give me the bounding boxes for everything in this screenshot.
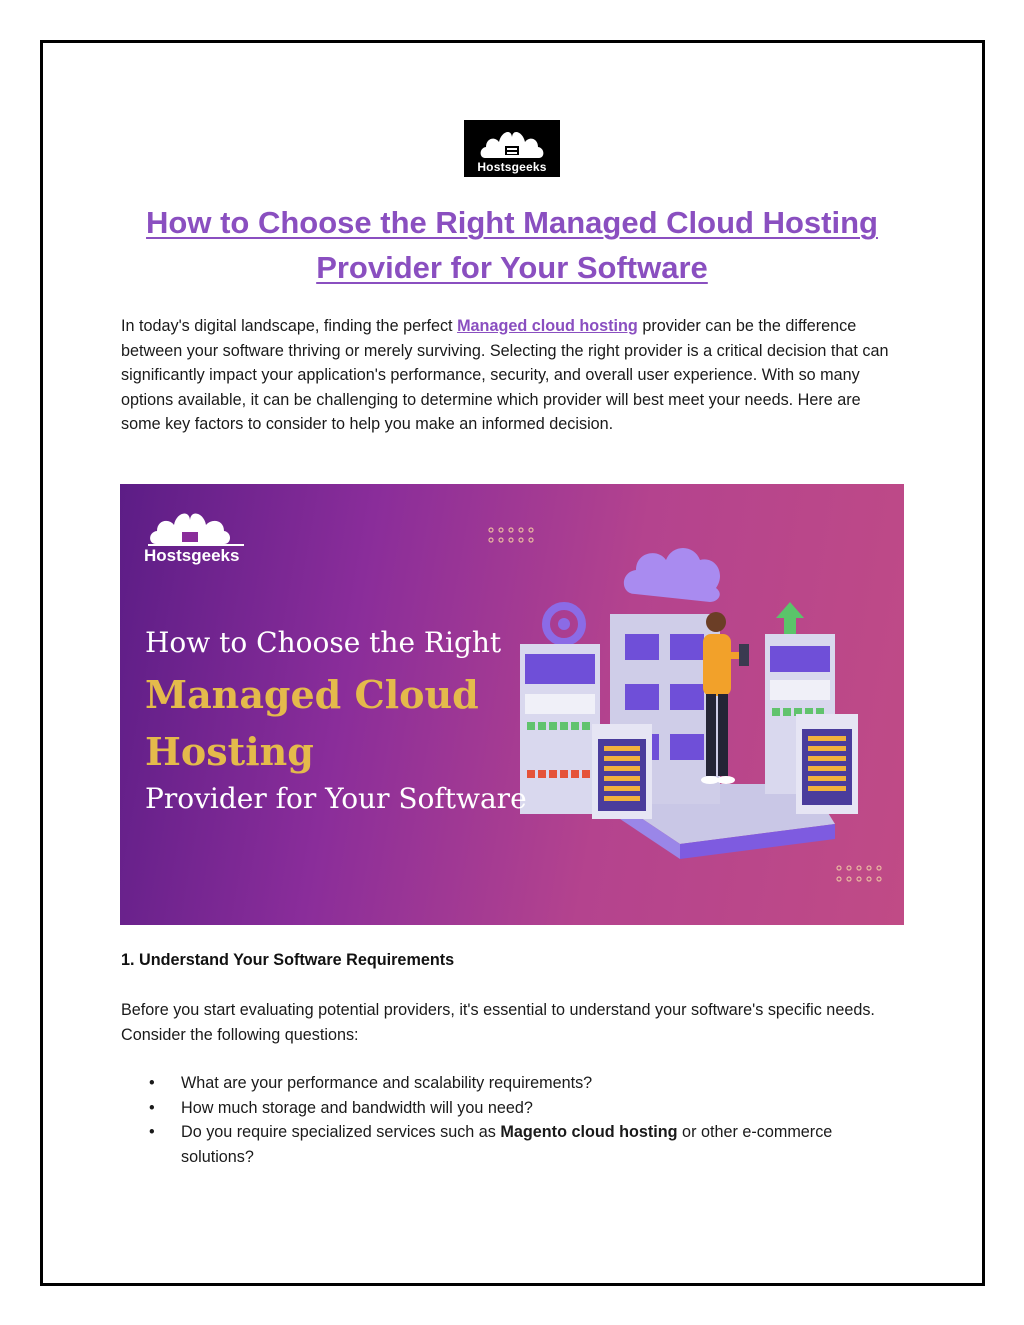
managed-cloud-hosting-link[interactable]: Managed cloud hosting: [457, 317, 638, 335]
list-item: • Do you require specialized services such as Magento cloud hosting or other e-commerce solutions?: [121, 1120, 841, 1169]
intro-text-after: provider can be the difference between your software thriving or merely surviving. Selecting the right provider is a critical decision that can significantly impact your application's performance, security, and overall user experience. With so many options available, it can be challenging to determine which provider will best meet your needs. Here are some key factors to consider to help you make an informed decision.: [121, 317, 889, 434]
bullet-icon: •: [149, 1098, 155, 1117]
banner-title-line-4: Provider for Your Software: [145, 782, 527, 815]
cloud-logo-icon: [477, 124, 547, 160]
hero-banner-image: [120, 484, 904, 925]
bullet-icon: •: [149, 1074, 155, 1092]
list-item: • How much storage and bandwidth will you need?: [121, 1096, 841, 1121]
banner-title-line-2: Managed Cloud: [145, 672, 479, 717]
bullet-icon: •: [149, 1123, 155, 1142]
requirements-list: [121, 1071, 841, 1169]
banner-title-line-3: Hosting: [145, 729, 314, 774]
hostsgeeks-logo: [464, 120, 560, 177]
page-title: How to Choose the Right Managed Cloud Hosting Provider for Your Software: [146, 205, 878, 285]
logo-text: Hostsgeeks: [477, 160, 547, 174]
section-heading: 1. Understand Your Software Requirements: [121, 951, 455, 969]
list-item: • What are your performance and scalability requirements?: [121, 1071, 841, 1096]
section-paragraph: Before you start evaluating potential providers, it's essential to understand your software's specific needs. Consider the following questions:: [121, 1001, 875, 1044]
banner-title-line-1: How to Choose the Right: [145, 626, 502, 659]
banner-logo-text: Hostsgeeks: [144, 546, 240, 565]
intro-text-before: In today's digital landscape, finding the perfect: [121, 317, 458, 335]
intro-paragraph: [121, 314, 901, 437]
magento-cloud-hosting-bold: Magento cloud hosting: [500, 1123, 678, 1142]
